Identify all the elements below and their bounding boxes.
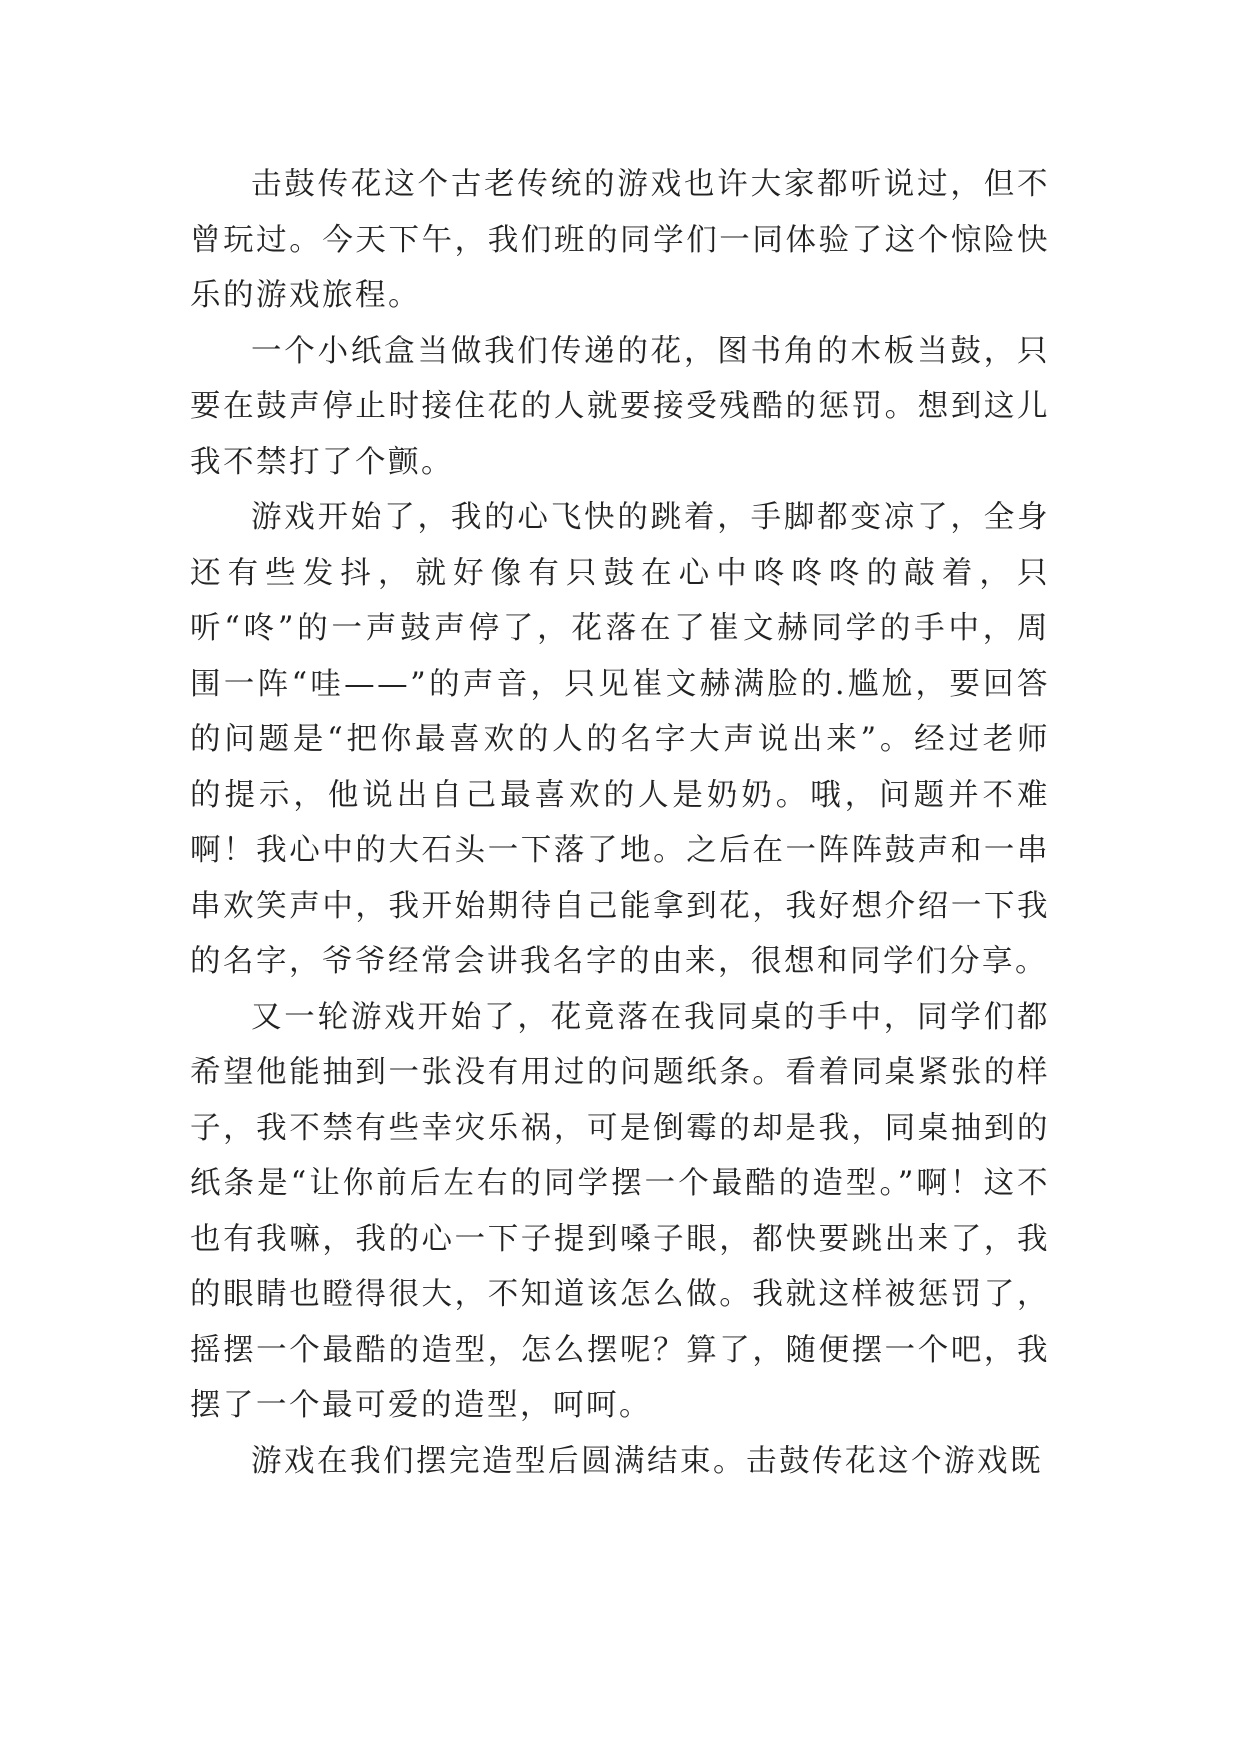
paragraph-2: 一个小纸盒当做我们传递的花，图书角的木板当鼓，只要在鼓声停止时接住花的人就要接受残酷的惩罚。想到这儿我不禁打了个颤。: [190, 333, 1050, 480]
document-body: [190, 157, 1050, 1489]
paragraph-1: 击鼓传花这个古老传统的游戏也许大家都听说过，但不曾玩过。今天下午，我们班的同学们一同体验了这个惊险快乐的游戏旅程。: [190, 167, 1050, 313]
paragraph-3: 游戏开始了，我的心飞快的跳着，手脚都变凉了，全身还有些发抖，就好像有只鼓在心中咚咚咚的敲着，只听“咚”的一声鼓声停了，花落在了崔文赫同学的手中，周围一阵“哇——”的声音，只见崔文赫满脸的.尴尬，要回答的问题是“把你最喜欢的人的名字大声说出来”。经过老师的提示，他说出自己最喜欢的人是奶奶。哦，问题并不难啊！我心中的大石头一下落了地。之后在一阵阵鼓声和一串串欢笑声中，我开始期待自己能拿到花，我好想介绍一下我的名字，爷爷经常会讲我名字的由来，很想和同学们分享。: [190, 500, 1050, 979]
paragraph-5: 游戏在我们摆完造型后圆满结束。击鼓传花这个游戏既: [251, 1443, 1043, 1479]
paragraph-4: 又一轮游戏开始了，花竟落在我同桌的手中，同学们都希望他能抽到一张没有用过的问题纸条。看着同桌紧张的样子，我不禁有些幸灾乐祸，可是倒霉的却是我，同桌抽到的纸条是“让你前后左右的同学摆一个最酷的造型。”啊！这不也有我嘛，我的心一下子提到嗓子眼，都快要跳出来了，我的眼睛也瞪得很大，不知道该怎么做。我就这样被惩罚了，摇摆一个最酷的造型，怎么摆呢？算了，随便摆一个吧，我摆了一个最可爱的造型，呵呵。: [190, 999, 1050, 1423]
